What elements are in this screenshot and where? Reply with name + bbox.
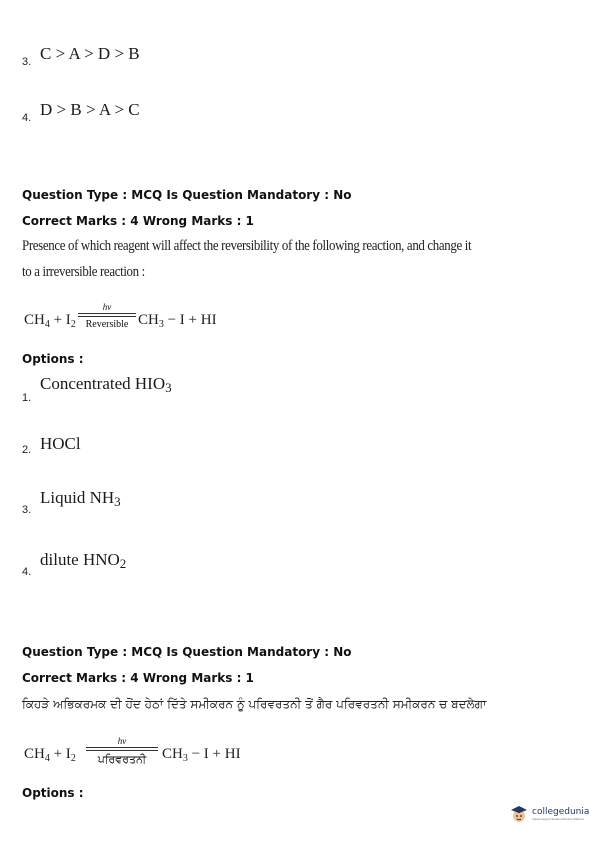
arrow-top-label: hv <box>102 302 112 312</box>
arrow-top-label: hv <box>117 736 127 746</box>
option-text: dilute $HNO_2$ <box>40 550 127 571</box>
logo-tagline: India's largest Student Review Platform <box>532 817 585 821</box>
option-number: 4. <box>22 566 32 578</box>
options-label: Options : <box>22 786 84 800</box>
reaction-products: $CH_3 - I$ + HI <box>162 746 241 764</box>
double-arrow-icon <box>78 313 136 317</box>
question-text-line-1: ਕਿਹੜੇ ਅਭਿਕਰਮਕ ਦੀ ਹੋਂਦ ਹੇਠਾਂ ਦਿੱਤੇ ਸਮੀਕਰਨ ਨੂੰ ਪਰਿਵਰਤਨੀ ਤੋਂ ਗੈਰ ਪਰਿਵਰਤਨੀ ਸਮੀਕਰਨ ਚ ਬਦਲੇਗਾ <box>22 697 487 711</box>
option-number: 3. <box>22 504 32 516</box>
graduate-mascot-icon <box>509 804 529 824</box>
option-number: 4. <box>22 112 32 124</box>
marks-line: Correct Marks : 4 Wrong Marks : 1 <box>22 671 254 685</box>
reaction-equation <box>24 312 76 330</box>
option-number: 2. <box>22 444 32 456</box>
option-number: 3. <box>22 56 32 68</box>
question-text-line-1: Presence of which reagent will affect the reversibility of the following reaction, and change it <box>22 238 472 254</box>
option-number: 1. <box>22 392 32 404</box>
reactant-i2: + $I_2$ <box>49 312 76 330</box>
option-text: HOCl <box>40 434 81 453</box>
double-arrow-icon <box>86 747 158 751</box>
reaction-arrow <box>86 736 158 767</box>
options-label: Options : <box>22 352 84 366</box>
option-text: D > B > A > C <box>40 100 140 119</box>
reaction-products: $CH_3 - I$ + HI <box>138 312 217 330</box>
question-type-line: Question Type : MCQ Is Question Mandatory : No <box>22 645 352 659</box>
reaction-arrow <box>78 302 136 330</box>
question-type-line: Question Type : MCQ Is Question Mandatory : No <box>22 188 352 202</box>
option-text: C > A > D > B <box>40 44 140 63</box>
arrow-bottom-label: Reversible <box>85 319 129 330</box>
marks-line: Correct Marks : 4 Wrong Marks : 1 <box>22 214 254 228</box>
logo-name: collegedunia <box>532 807 590 817</box>
collegedunia-logo <box>509 804 589 824</box>
question-text-line-2: to a irreversible reaction : <box>22 264 145 280</box>
reaction-equation: $CH_4 + I_2$ <box>24 746 76 764</box>
option-text: Concentrated $HIO_3$ <box>40 374 172 395</box>
reactant-ch4: $CH_4$ <box>24 312 50 330</box>
arrow-bottom-label: ਪਰਿਵਰਤਨੀ <box>97 753 147 766</box>
option-text: Liquid $NH_3$ <box>40 488 121 509</box>
